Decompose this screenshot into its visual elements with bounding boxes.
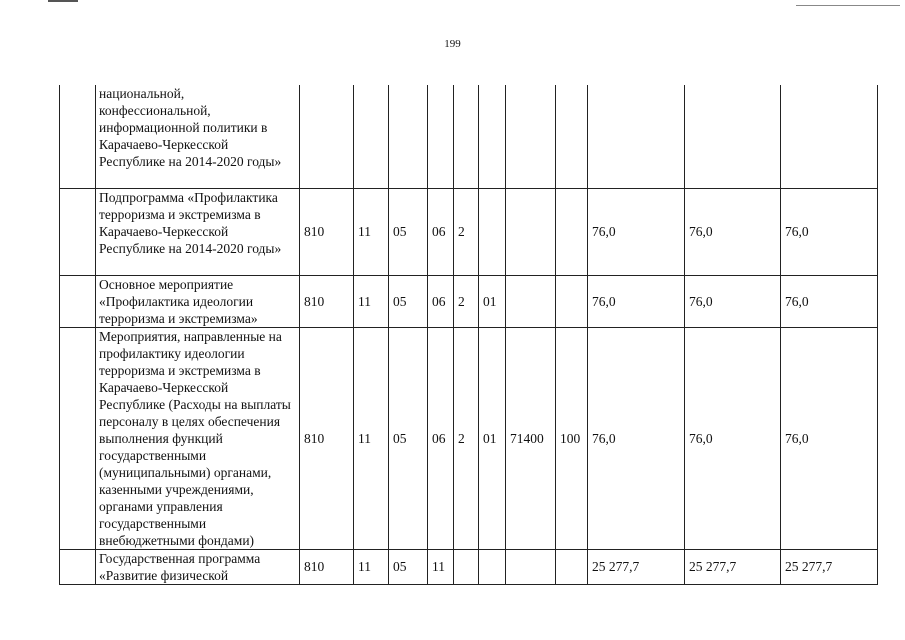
csr-subprogram-cell: 2 [454, 327, 479, 549]
ved-cell: 810 [300, 275, 354, 327]
row-number-cell [60, 188, 96, 275]
razdel-cell: 11 [354, 327, 389, 549]
csr-subprogram-cell: 2 [454, 275, 479, 327]
sum-cell: 25 277,7 [588, 549, 685, 584]
ved-cell: 810 [300, 327, 354, 549]
expense-type-cell [556, 85, 588, 188]
expense-type-cell: 100 [556, 327, 588, 549]
csr-program-cell: 06 [428, 275, 454, 327]
row-name-cell: Подпрограмма «Профилактика терроризма и экстремизма в Карачаево-Черкесской Республике на 2014-2020 годы» [96, 188, 300, 275]
sum-cell: 76,0 [685, 275, 781, 327]
podrazdel-cell [389, 85, 428, 188]
podrazdel-cell: 05 [389, 188, 428, 275]
table-row [60, 549, 878, 584]
csr-subprogram-cell [454, 549, 479, 584]
sum-cell [588, 85, 685, 188]
csr-program-cell: 11 [428, 549, 454, 584]
csr-program-cell [428, 85, 454, 188]
table-row [60, 188, 878, 275]
table-row [60, 327, 878, 549]
csr-direction-cell [506, 188, 556, 275]
table-row [60, 275, 878, 327]
csr-event-cell [479, 85, 506, 188]
csr-event-cell [479, 188, 506, 275]
razdel-cell [354, 85, 389, 188]
sum-cell: 76,0 [781, 188, 878, 275]
expense-type-cell [556, 275, 588, 327]
podrazdel-cell: 05 [389, 327, 428, 549]
csr-direction-cell [506, 275, 556, 327]
ved-cell: 810 [300, 549, 354, 584]
podrazdel-cell: 05 [389, 275, 428, 327]
row-number-cell [60, 275, 96, 327]
csr-event-cell [479, 549, 506, 584]
row-name-cell: Государственная программа «Развитие физической [96, 549, 300, 584]
sum-cell: 76,0 [685, 327, 781, 549]
sum-cell: 76,0 [685, 188, 781, 275]
csr-program-cell: 06 [428, 327, 454, 549]
sum-cell: 76,0 [588, 188, 685, 275]
csr-direction-cell [506, 549, 556, 584]
razdel-cell: 11 [354, 275, 389, 327]
row-name-cell: Мероприятия, направленные на профилактику идеологии терроризма и экстремизма в Карачаево-Черкесской Республике (Расходы на выплаты персоналу в целях обеспечения выполнения функций государственными (муниципальными) органами, казенными учреждениями, органами управления государственными внебюджетными фондами) [96, 327, 300, 549]
scan-artifact [48, 0, 78, 2]
expense-type-cell [556, 188, 588, 275]
csr-subprogram-cell: 2 [454, 188, 479, 275]
podrazdel-cell: 05 [389, 549, 428, 584]
csr-program-cell: 06 [428, 188, 454, 275]
sum-cell: 25 277,7 [685, 549, 781, 584]
row-number-cell [60, 549, 96, 584]
razdel-cell: 11 [354, 188, 389, 275]
row-number-cell [60, 85, 96, 188]
table-row [60, 85, 878, 188]
razdel-cell: 11 [354, 549, 389, 584]
csr-event-cell: 01 [479, 327, 506, 549]
sum-cell: 76,0 [588, 275, 685, 327]
scan-artifact [796, 5, 900, 6]
page-number: 199 [444, 38, 461, 50]
ved-cell [300, 85, 354, 188]
sum-cell: 76,0 [781, 275, 878, 327]
sum-cell: 25 277,7 [781, 549, 878, 584]
sum-cell: 76,0 [781, 327, 878, 549]
sum-cell [781, 85, 878, 188]
row-name-cell: Основное мероприятие «Профилактика идеологии терроризма и экстремизма» [96, 275, 300, 327]
sum-cell [685, 85, 781, 188]
row-name-cell: национальной, конфессиональной, информационной политики в Карачаево-Черкесской Республике на 2014-2020 годы» [96, 85, 300, 188]
row-number-cell [60, 327, 96, 549]
csr-subprogram-cell [454, 85, 479, 188]
csr-direction-cell [506, 85, 556, 188]
budget-table [59, 85, 878, 585]
expense-type-cell [556, 549, 588, 584]
csr-event-cell: 01 [479, 275, 506, 327]
ved-cell: 810 [300, 188, 354, 275]
sum-cell: 76,0 [588, 327, 685, 549]
csr-direction-cell: 71400 [506, 327, 556, 549]
